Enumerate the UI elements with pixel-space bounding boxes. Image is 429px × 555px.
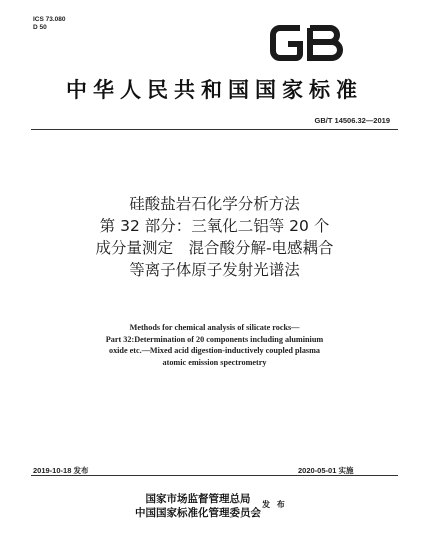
bottom-divider xyxy=(31,475,398,476)
english-title-line-2: Part 32:Determination of 20 components including aluminium xyxy=(105,334,324,344)
standard-number: GB/T 14506.32—2019 xyxy=(314,116,390,125)
issuer-line-2: 中国国家标准化管理委员会 xyxy=(135,507,261,519)
english-title-line-4: atomic emission spectrometry xyxy=(162,357,267,367)
chinese-title-line-4: 等离子体原子发射光谱法 xyxy=(129,261,300,279)
issue-date: 2019-10-18 发布 xyxy=(33,466,89,475)
publish-label: 发 布 xyxy=(262,500,287,509)
top-divider xyxy=(31,129,398,130)
chinese-title-line-3: 成分量测定 混合酸分解-电感耦合 xyxy=(95,239,334,257)
english-title-line-1: Methods for chemical analysis of silicate rocks— xyxy=(129,323,300,332)
standard-category-title: 中华人民共和国国家标准 xyxy=(66,78,363,102)
english-title-line-3: oxide etc.—Mixed acid digestion-inductively coupled plasma xyxy=(108,346,321,355)
chinese-title-line-1: 硅酸盐岩石化学分析方法 xyxy=(129,195,300,213)
ccs-code: D 50 xyxy=(33,24,47,31)
chinese-title-line-2: 第 32 部分：三氧化二铝等 20 个 xyxy=(99,217,330,235)
issuer-line-1: 国家市场监督管理总局 xyxy=(145,493,251,505)
gb-logo-icon xyxy=(266,20,346,66)
ics-code: ICS 73.080 xyxy=(33,16,66,23)
implementation-date: 2020-05-01 实施 xyxy=(298,466,354,475)
